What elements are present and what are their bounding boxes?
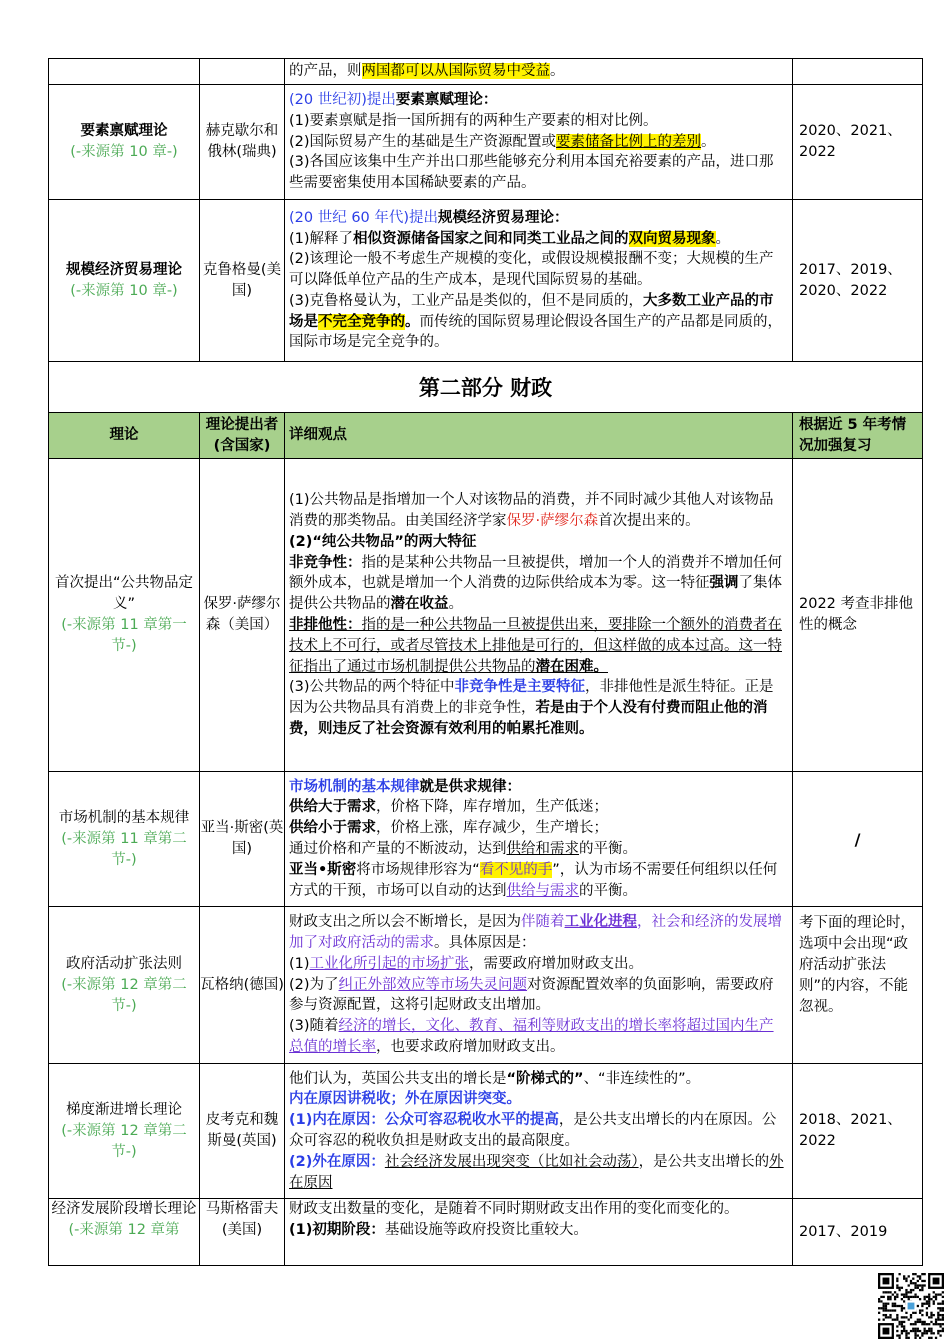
exam-years: 考下面的理论时，选项中会出现“政府活动扩张法则”的内容，不能忽视。 bbox=[793, 907, 923, 1064]
theory-name: 经济发展阶段增长理论 bbox=[51, 1201, 197, 1217]
theory-detail: (1)公共物品是指增加一个人对该物品的消费，并不同时减少其他人对该物品消费的那类物品。由美国经济学家保罗·萨缪尔森首次提出来的。 (2)“纯公共物品”的两大特征 非竞争性：指的是某种公共物品一旦被提供，增加一个人的消费并不增加任何额外成本，也就是增加一个人消费的边际供给成本为零。这一特征强调了集体提供公共物品的潜在收益。 非排他性：指的是一种公共物品一旦被提供出来，要排除一个额外的消费者在技术上不可行，或者尽管技术上排他是可行的，但这样做的成本过高。这一特征指出了通过市场机制提供公共物品的潜在困难。 (3)公共物品的两个特征中非竞争性是主要特征，非排他性是派生特征。正是因为公共物品具有消费上的非竞争性，若是由于个人没有付费而阻止他的消费，则违反了社会资源有效利用的帕累托准则。 bbox=[285, 459, 793, 772]
theory-name: 要素禀赋理论 bbox=[80, 123, 168, 139]
exam-years: 2022 考查非排他性的概念 bbox=[793, 459, 923, 772]
exam-years: / bbox=[793, 772, 923, 907]
section-row bbox=[49, 362, 923, 413]
cont-highlight: 两国都可以从国际贸易中受益 bbox=[361, 63, 550, 80]
theory-source: (-来源第 11 章第二节-) bbox=[61, 830, 187, 868]
proposer: 亚当·斯密(英国) bbox=[200, 772, 285, 907]
table-row bbox=[49, 1064, 923, 1199]
theory-name: 市场机制的基本规律 bbox=[58, 809, 190, 826]
theory-detail: 他们认为，英国公共支出的增长是“阶梯式的”、“非连续性的”。 内在原因讲税收；外在原因讲突变。 (1)内在原因：公众可容忍税收水平的提高，是公共支出增长的内在原因。公众可容忍的税收负担是财政支出的最高限度。 (2)外在原因：社会经济发展出现突变（比如社会动荡），是公共支出增长的外在原因 bbox=[285, 1064, 793, 1199]
table-row bbox=[49, 907, 923, 1064]
cont-text: 的产品，则 bbox=[289, 63, 362, 80]
theory-name: 规模经济贸易理论 bbox=[66, 261, 182, 278]
section-title: 第二部分 财政 bbox=[49, 362, 923, 413]
table-row bbox=[49, 85, 923, 200]
header-review: 根据近 5 年考情况加强复习 bbox=[793, 413, 923, 459]
theory-name: 梯度渐进增长理论 bbox=[66, 1101, 182, 1118]
theory-source: (-来源第 12 章第二节-) bbox=[61, 1122, 187, 1160]
exam-years: 2017、2019 bbox=[793, 1199, 923, 1266]
exam-years: 2018、2021、2022 bbox=[793, 1064, 923, 1199]
theory-detail: (20 世纪初)提出要素禀赋理论： (1)要素禀赋是指一国所拥有的两种生产要素的相对比例。 (2)国际贸易产生的基础是生产资源配置或要素储备比例上的差别。 (3)各国应该集中生产并出口那些能够充分利用本国充裕要素的产品，进口那些需要密集使用本国稀缺要素的产品。 bbox=[285, 85, 793, 200]
table-row: 的产品，则两国都可以从国际贸易中受益。 bbox=[49, 59, 923, 85]
theory-detail: 市场机制的基本规律就是供求规律： 供给大于需求，价格下降，库存增加，生产低迷； 供给小于需求，价格上涨，库存减少，生产增长； 通过价格和产量的不断波动，达到供给和需求的平衡。 亚当•斯密将市场规律形容为“看不见的手”，认为市场不需要任何组织以任何方式的干预，市场可以自动的达到供给与需求的平衡。 bbox=[285, 772, 793, 907]
proposer: 保罗·萨缪尔森（美国） bbox=[200, 459, 285, 772]
qr-code-icon bbox=[878, 1273, 944, 1339]
theory-source: (-来源第 10 章-) bbox=[70, 282, 178, 299]
header-theory: 理论 bbox=[49, 413, 200, 459]
proposer: 皮考克和魏斯曼(英国) bbox=[200, 1064, 285, 1199]
theory-source: (-来源第 11 章第一节-) bbox=[61, 617, 187, 654]
proposer: 克鲁格曼(美国) bbox=[200, 200, 285, 362]
theory-table bbox=[48, 58, 923, 1266]
theory-source: (-来源第 10 章-) bbox=[70, 144, 178, 160]
exam-years: 2017、2019、2020、2022 bbox=[793, 200, 923, 362]
table-row bbox=[49, 200, 923, 362]
table-row bbox=[49, 459, 923, 772]
table-header bbox=[49, 413, 923, 459]
theory-source: (-来源第 12 章第二节-) bbox=[61, 976, 187, 1014]
proposer: 赫克歇尔和俄林(瑞典) bbox=[200, 85, 285, 200]
theory-source: (-来源第 12 章第 bbox=[68, 1222, 180, 1238]
proposer: 瓦格纳(德国) bbox=[200, 907, 285, 1064]
header-detail: 详细观点 bbox=[285, 413, 793, 459]
theory-name: 政府活动扩张法则 bbox=[66, 955, 182, 972]
theory-detail: 财政支出数量的变化，是随着不同时期财政支出作用的变化而变化的。 (1)初期阶段：基础设施等政府投资比重较大。 bbox=[285, 1199, 793, 1266]
table-row bbox=[49, 1199, 923, 1266]
header-proposer: 理论提出者(含国家) bbox=[200, 413, 285, 459]
proposer: 马斯格雷夫(美国) bbox=[200, 1199, 285, 1266]
exam-years: 2020、2021、2022 bbox=[793, 85, 923, 200]
theory-detail: (20 世纪 60 年代)提出规模经济贸易理论： (1)解释了相似资源储备国家之间和同类工业品之间的双向贸易现象。 (2)该理论一般不考虑生产规模的变化，或假设规模报酬不变；大规模的生产可以降低单位产品的生产成本，是现代国际贸易的基础。 (3)克鲁格曼认为，工业产品是类似的，但不是同质的，大多数工业产品的市场是不完全竞争的。而传统的国际贸易理论假设各国生产的产品都是同质的，国际市场是完全竞争的。 bbox=[285, 200, 793, 362]
theory-name: 首次提出“公共物品定义” bbox=[54, 575, 193, 612]
theory-detail: 财政支出之所以会不断增长，是因为伴随着工业化进程，社会和经济的发展增加了对政府活动的需求。具体原因是： (1)工业化所引起的市场扩张，需要政府增加财政支出。 (2)为了纠正外部效应等市场失灵问题对资源配置效率的负面影响，需要政府参与资源配置，这将引起财政支出增加。 (3)随着经济的增长，文化、教育、福利等财政支出的增长率将超过国内生产总值的增长率，也要求政府增加财政支出。 bbox=[285, 907, 793, 1064]
table-row bbox=[49, 772, 923, 907]
